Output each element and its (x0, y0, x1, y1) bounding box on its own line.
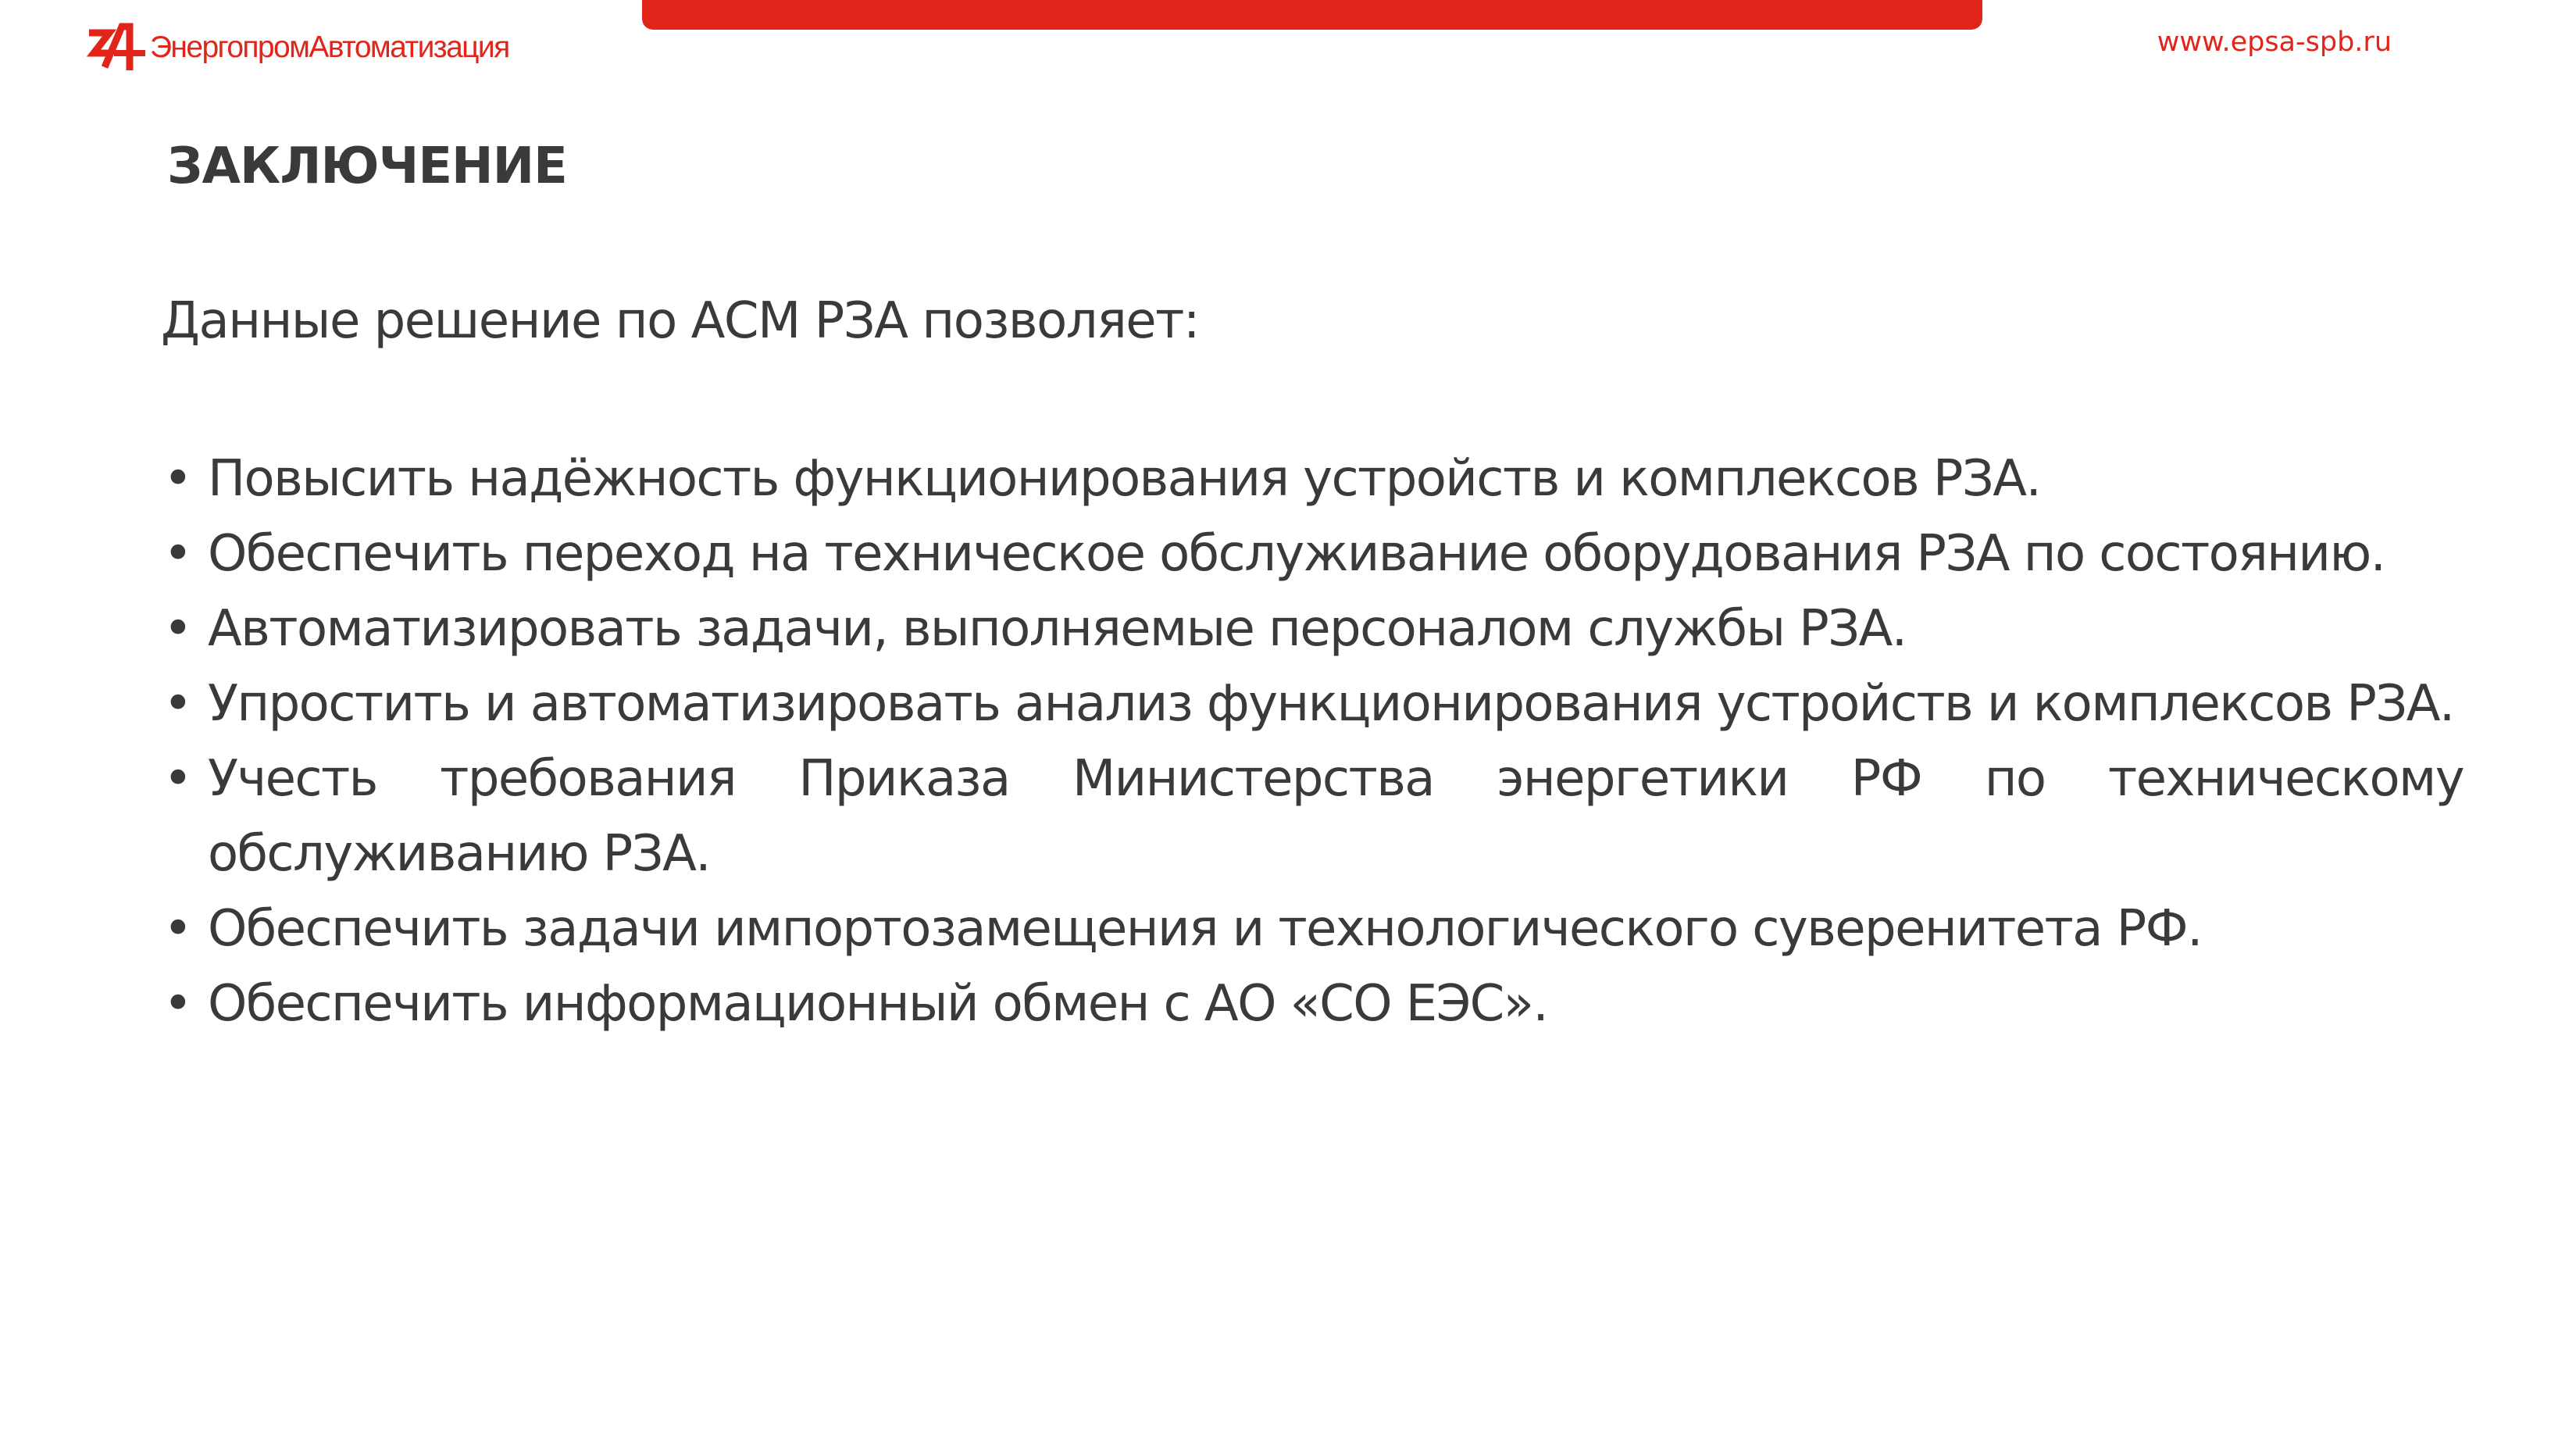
bullet-icon: • (163, 600, 192, 658)
list-item (161, 891, 2464, 966)
company-logo (86, 20, 509, 75)
conclusion-list (161, 441, 2464, 1041)
bullet-icon: • (163, 900, 192, 958)
list-item (161, 741, 2464, 891)
list-item-text: Обеспечить задачи импортозамещения и технологического суверенитета РФ. (208, 900, 2202, 958)
list-item-text: Автоматизировать задачи, выполняемые персоналом службы РЗА. (208, 600, 1907, 658)
website-url: www.epsa-spb.ru (2157, 27, 2392, 58)
list-item-text: Повысить надёжность функционирования устройств и комплексов РЗА. (208, 450, 2041, 508)
list-item (161, 516, 2464, 591)
list-item (161, 591, 2464, 666)
bullet-icon: • (163, 675, 192, 733)
list-item-text: Обеспечить переход на техническое обслуживание оборудования РЗА по состоянию. (208, 525, 2385, 583)
company-name: ЭнергопромАвтоматизация (150, 30, 509, 64)
bullet-icon: • (163, 975, 192, 1033)
list-item-text: Обеспечить информационный обмен с АО «СО ЕЭС». (208, 975, 1548, 1033)
slide-title: ЗАКЛЮЧЕНИЕ (167, 138, 567, 195)
bullet-icon: • (163, 450, 192, 508)
list-item-text: Учесть требования Приказа Министерства энергетики РФ по техническому обслуживанию РЗА. (208, 750, 2464, 883)
list-item (161, 441, 2464, 516)
list-item-text: Упростить и автоматизировать анализ функционирования устройств и комплексов РЗА. (208, 675, 2454, 733)
list-item (161, 666, 2464, 741)
list-item (161, 966, 2464, 1041)
intro-text: Данные решение по АСМ РЗА позволяет: (161, 292, 1199, 350)
bullet-icon: • (163, 525, 192, 583)
bullet-icon: • (163, 750, 192, 808)
energoprom-logo-icon (86, 22, 147, 73)
top-accent-bar (642, 0, 1982, 30)
